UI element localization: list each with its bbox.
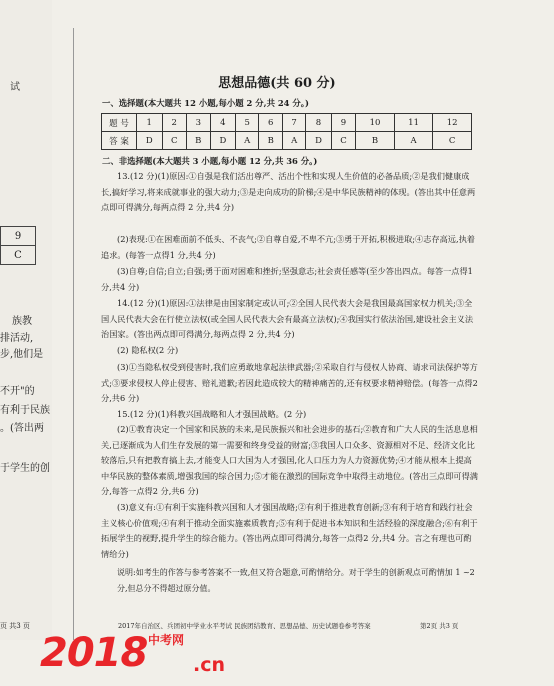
section-heading-choice: 一、选择题(本大题共 12 小题,每小题 2 分,共 24 分。) [102,98,309,108]
table-row-label: 答 案 [102,132,137,150]
answer-paragraph: (2)表现:①在困难面前不低头、不丧气;②自尊自爱,不卑不亢;③勇于开拓,积极进取;④志存高远,执着追求。(每答一点得1 分,共4 分) [101,234,475,260]
grading-note: 说明:如考生的作答与参考答案不一致,但又符合题意,可酌情给分。对于学生的创新观点可酌情加 1 ~2 分,但总分不得超过原分值。 [117,568,475,593]
logo-year: 2018 [40,630,148,676]
question-number: 8 [306,114,332,132]
table-row-label: 题 号 [102,114,137,132]
table-row [102,114,472,132]
left-line: 于学生的创 [0,463,50,474]
left-line: 族教 [12,316,32,327]
left-line: 排活动, [0,333,34,344]
question-number: 4 [210,114,236,132]
answer-paragraph: 13.(12 分)(1)原因:①自强是我们活出尊严、活出个性和实现人生价值的必备品质;②是我们健康成长,搞好学习,将来成就事业的强大动力;③是走向成功的阶梯;④是中华民族精神的体现。(答出其中任意两点即可得满分,每两点得 2 分,共4 分) [101,171,476,213]
answer-cell: A [236,132,259,150]
answer-cell: D [306,132,332,150]
answer-paragraph: (3)自尊;自信;自立;自强;勇于面对困难和挫折;坚强意志;社会责任感等(至少答出四点。每答一点得1 分,共4 分) [101,266,473,292]
left-line: 有利于民族 [0,405,50,416]
page-title: 思想品德(共 60 分) [218,76,336,91]
left-line: 步,他们是 [0,349,44,360]
question-number: 6 [259,114,283,132]
question-number: 11 [394,114,433,132]
question-number: 5 [236,114,259,132]
answer-cell: A [394,132,433,150]
table-row [102,132,472,150]
answer-cell: B [259,132,283,150]
logo-site-name: 中考网 [148,633,185,647]
logo-domain: .cn [193,654,226,676]
footer-title: 2017年自治区、兵团初中学业水平考试 民族团结教育、思想品德、历史试题卷参考答案 [118,622,371,630]
question-number: 12 [433,114,472,132]
question-number: 9 [331,114,355,132]
question-number: 10 [356,114,395,132]
question-number: 3 [186,114,210,132]
left-top-char: 试 [10,82,20,93]
site-logo [40,630,147,676]
page-divider [73,28,74,640]
question-number: 1 [137,114,163,132]
answer-cell: C [331,132,355,150]
answer-cell: C [433,132,472,150]
answer-cell: D [137,132,163,150]
question-number: 2 [162,114,186,132]
answer-cell: A [283,132,306,150]
answer-cell: B [186,132,210,150]
answer-cell: D [210,132,236,150]
left-table-cell: C [1,246,36,265]
answer-cell: B [356,132,395,150]
left-footer: 页 共3 页 [0,622,30,630]
answer-paragraph: 15.(12 分)(1)科教兴国战略和人才强国战略。(2 分) [117,409,307,419]
left-answer-table [0,226,36,265]
answer-paragraph: (3)①当隐私权受到侵害时,我们应勇敢地拿起法律武器;②采取自行与侵权人协商、请求司法保护等方式;③要求侵权人停止侵害、赔礼道歉;若因此造成较大的精神痛苦的,还有权要求精神赔偿。(每答一点得2 分,共6 分) [101,362,478,404]
left-line: 不开"的 [0,386,35,397]
left-line: 。(答出两 [0,423,44,434]
answer-table [101,113,472,150]
question-number: 7 [283,114,306,132]
answer-cell: C [162,132,186,150]
footer-page-number: 第2页 共3 页 [420,622,459,630]
section-heading-nonchoice: 二、非选择题(本大题共 3 小题,每小题 12 分,共 36 分。) [102,156,318,166]
left-table-cell: 9 [1,227,36,246]
answer-paragraph: 14.(12 分)(1)原因:①法律是由国家制定或认可;②全国人民代表大会是我国最高国家权力机关;③全国人民代表大会在行使立法权(或全国人民代表大会有最高立法权);④我国实行依法治国,建设社会主义法治国家。(答出两点即可得满分,每两点得 2 分,共4 分) [101,298,474,340]
answer-paragraph: (3)意义有:①有利于实施科教兴国和人才强国战略;②有利于推进教育创新;③有利于培育和践行社会主义核心价值观;④有利于推动全面实施素质教育;⑤有利于促进书本知识和生活经验的深度融合;⑥有利于拓展学生的视野,提升学生的综合能力。(答出两点即可得满分,每答一点得2 分,共4 分。言之有理也可酌情给分) [101,502,478,559]
answer-paragraph: (2) 隐私权(2 分) [117,345,179,355]
answer-paragraph: (2)①教育决定一个国家和民族的未来,是民族振兴和社会进步的基石;②教育和广大人民的生活息息相关,已逐渐成为人们生存发展的第一需要和终身受益的财富;③我国人口众多、资源相对不足、经济文化比较落后,只有把教育搞上去,才能变人口大国为人才强国,化人口压力为人力资源优势;④才能从根本上提高中华民族的整体素质,增强我国的综合国力;⑤才能在激烈的国际竞争中取得主动地位。(答出三点即可得满分,每答一点得2 分,共6 分) [101,424,478,497]
